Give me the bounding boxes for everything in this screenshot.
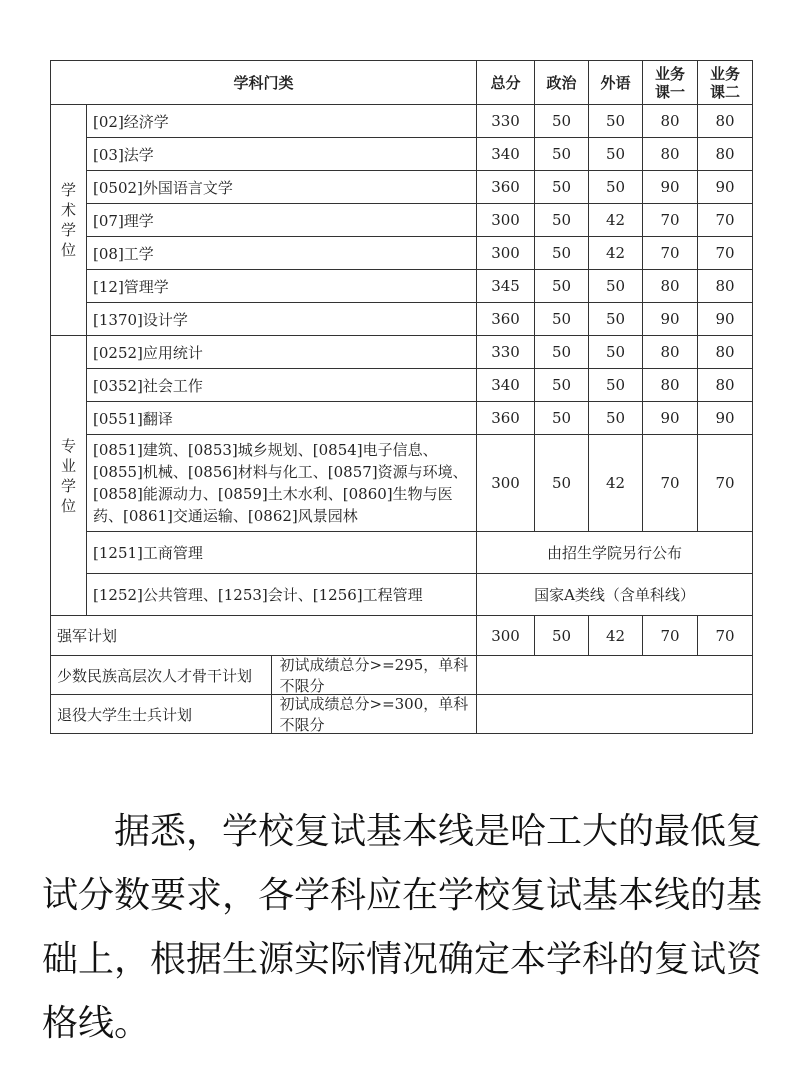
politics-cell: 50 [535, 171, 589, 204]
professional-label-char: 业 [60, 456, 76, 475]
academic-label-char: 学 [60, 221, 76, 239]
mpa-row-note: 国家A类线（含单科线） [477, 574, 753, 616]
course2-cell: 80 [698, 270, 753, 303]
qiangjun-politics: 50 [535, 616, 589, 656]
mba-row-note: 由招生学院另行公布 [477, 532, 753, 574]
qiangjun-total: 300 [477, 616, 535, 656]
table-row [51, 369, 753, 402]
subject-cell: [12]管理学 [87, 270, 477, 303]
paragraph-text: 据悉，学校复试基本线是哈工大的最低复试分数要求，各学科应在学校复试基本线的基础上，根据生源实际情况确定本学科的复试资格线。 [42, 811, 763, 1044]
header-course2: 业务课二 [698, 61, 753, 105]
politics-cell: 50 [535, 369, 589, 402]
foreign-cell: 50 [589, 138, 643, 171]
header-row [51, 61, 753, 105]
foreign-cell: 42 [589, 237, 643, 270]
politics-cell: 50 [535, 402, 589, 435]
course2-cell: 90 [698, 171, 753, 204]
veteran-label: 退役大学生士兵计划 [51, 695, 272, 733]
politics-cell: 50 [535, 204, 589, 237]
total-cell: 340 [477, 369, 535, 402]
course2-cell: 80 [698, 138, 753, 171]
academic-label-char: 位 [60, 241, 76, 259]
foreign-cell: 50 [589, 171, 643, 204]
course1-cell: 70 [643, 435, 698, 532]
mba-row [51, 532, 753, 574]
qiangjun-foreign: 42 [589, 616, 643, 656]
subject-cell: [0551]翻译 [87, 402, 477, 435]
politics-cell: 50 [535, 237, 589, 270]
professional-section [51, 336, 753, 616]
total-cell: 300 [477, 435, 535, 532]
foreign-cell: 50 [589, 303, 643, 336]
course1-cell: 90 [643, 402, 698, 435]
professional-label-char: 位 [60, 496, 76, 515]
table-row [51, 171, 753, 204]
subject-cell: [07]理学 [87, 204, 477, 237]
academic-label-char: 术 [60, 201, 76, 219]
score-table [50, 60, 753, 734]
politics-cell: 50 [535, 138, 589, 171]
header-politics: 政治 [535, 61, 589, 105]
mba-row-subject: [1251]工商管理 [87, 532, 477, 574]
table-row [51, 402, 753, 435]
subject-cell: [0502]外国语言文学 [87, 171, 477, 204]
total-cell: 300 [477, 204, 535, 237]
politics-cell: 50 [535, 270, 589, 303]
course1-cell: 80 [643, 336, 698, 369]
header-foreign: 外语 [589, 61, 643, 105]
course2-cell: 70 [698, 204, 753, 237]
table-row [51, 435, 753, 532]
subject-cell: [0851]建筑、[0853]城乡规划、[0854]电子信息、[0855]机械、[0856]材料与化工、[0857]资源与环境、[0858]能源动力、[0859]土木水利、[0860]生物与医药、[0861]交通运输、[0862]风景园林 [87, 435, 477, 532]
professional-label-char: 学 [60, 476, 76, 495]
course1-cell: 80 [643, 270, 698, 303]
total-cell: 300 [477, 237, 535, 270]
course1-cell: 90 [643, 303, 698, 336]
course1-cell: 90 [643, 171, 698, 204]
course2-cell: 80 [698, 336, 753, 369]
course2-cell: 70 [698, 237, 753, 270]
foreign-cell: 42 [589, 204, 643, 237]
minority-row [51, 656, 753, 695]
professional-label-char: 专 [60, 436, 76, 455]
course1-cell: 80 [643, 138, 698, 171]
minority-label: 少数民族高层次人才骨干计划 [51, 656, 272, 694]
header-course1: 业务课一 [643, 61, 698, 105]
minority-note: 初试成绩总分>=295，单科不限分 [279, 656, 469, 695]
politics-cell: 50 [535, 435, 589, 532]
course2-cell: 70 [698, 435, 753, 532]
total-cell: 360 [477, 402, 535, 435]
foreign-cell: 50 [589, 369, 643, 402]
header-total: 总分 [477, 61, 535, 105]
qiangjun-row [51, 616, 753, 656]
total-cell: 330 [477, 336, 535, 369]
course1-cell: 70 [643, 204, 698, 237]
table-row [51, 105, 753, 138]
foreign-cell: 42 [589, 435, 643, 532]
mpa-row [51, 574, 753, 616]
table-row [51, 237, 753, 270]
table-row [51, 336, 753, 369]
course2-cell: 80 [698, 105, 753, 138]
course1-cell: 80 [643, 105, 698, 138]
table-row [51, 138, 753, 171]
qiangjun-course2: 70 [698, 616, 753, 656]
academic-label-char: 学 [60, 181, 76, 199]
course2-cell: 80 [698, 369, 753, 402]
subject-cell: [03]法学 [87, 138, 477, 171]
explanation-paragraph [42, 800, 762, 1056]
course1-cell: 70 [643, 237, 698, 270]
mpa-row-subject: [1252]公共管理、[1253]会计、[1256]工程管理 [87, 574, 477, 616]
foreign-cell: 50 [589, 402, 643, 435]
politics-cell: 50 [535, 336, 589, 369]
table-row [51, 270, 753, 303]
politics-cell: 50 [535, 303, 589, 336]
total-cell: 345 [477, 270, 535, 303]
subject-cell: [02]经济学 [87, 105, 477, 138]
subject-cell: [1370]设计学 [87, 303, 477, 336]
politics-cell: 50 [535, 105, 589, 138]
course2-cell: 90 [698, 402, 753, 435]
veteran-note: 初试成绩总分>=300，单科不限分 [279, 695, 469, 734]
header-category: 学科门类 [51, 61, 477, 105]
total-cell: 360 [477, 303, 535, 336]
foreign-cell: 50 [589, 270, 643, 303]
table-row [51, 303, 753, 336]
total-cell: 340 [477, 138, 535, 171]
course1-cell: 80 [643, 369, 698, 402]
course2-cell: 90 [698, 303, 753, 336]
table-row [51, 204, 753, 237]
academic-section [51, 105, 753, 336]
foreign-cell: 50 [589, 105, 643, 138]
veteran-row [51, 695, 753, 734]
total-cell: 330 [477, 105, 535, 138]
foreign-cell: 50 [589, 336, 643, 369]
qiangjun-label: 强军计划 [51, 616, 477, 656]
subject-cell: [0352]社会工作 [87, 369, 477, 402]
total-cell: 360 [477, 171, 535, 204]
subject-cell: [08]工学 [87, 237, 477, 270]
qiangjun-course1: 70 [643, 616, 698, 656]
professional-label [51, 336, 87, 616]
subject-cell: [0252]应用统计 [87, 336, 477, 369]
academic-label [51, 105, 87, 336]
